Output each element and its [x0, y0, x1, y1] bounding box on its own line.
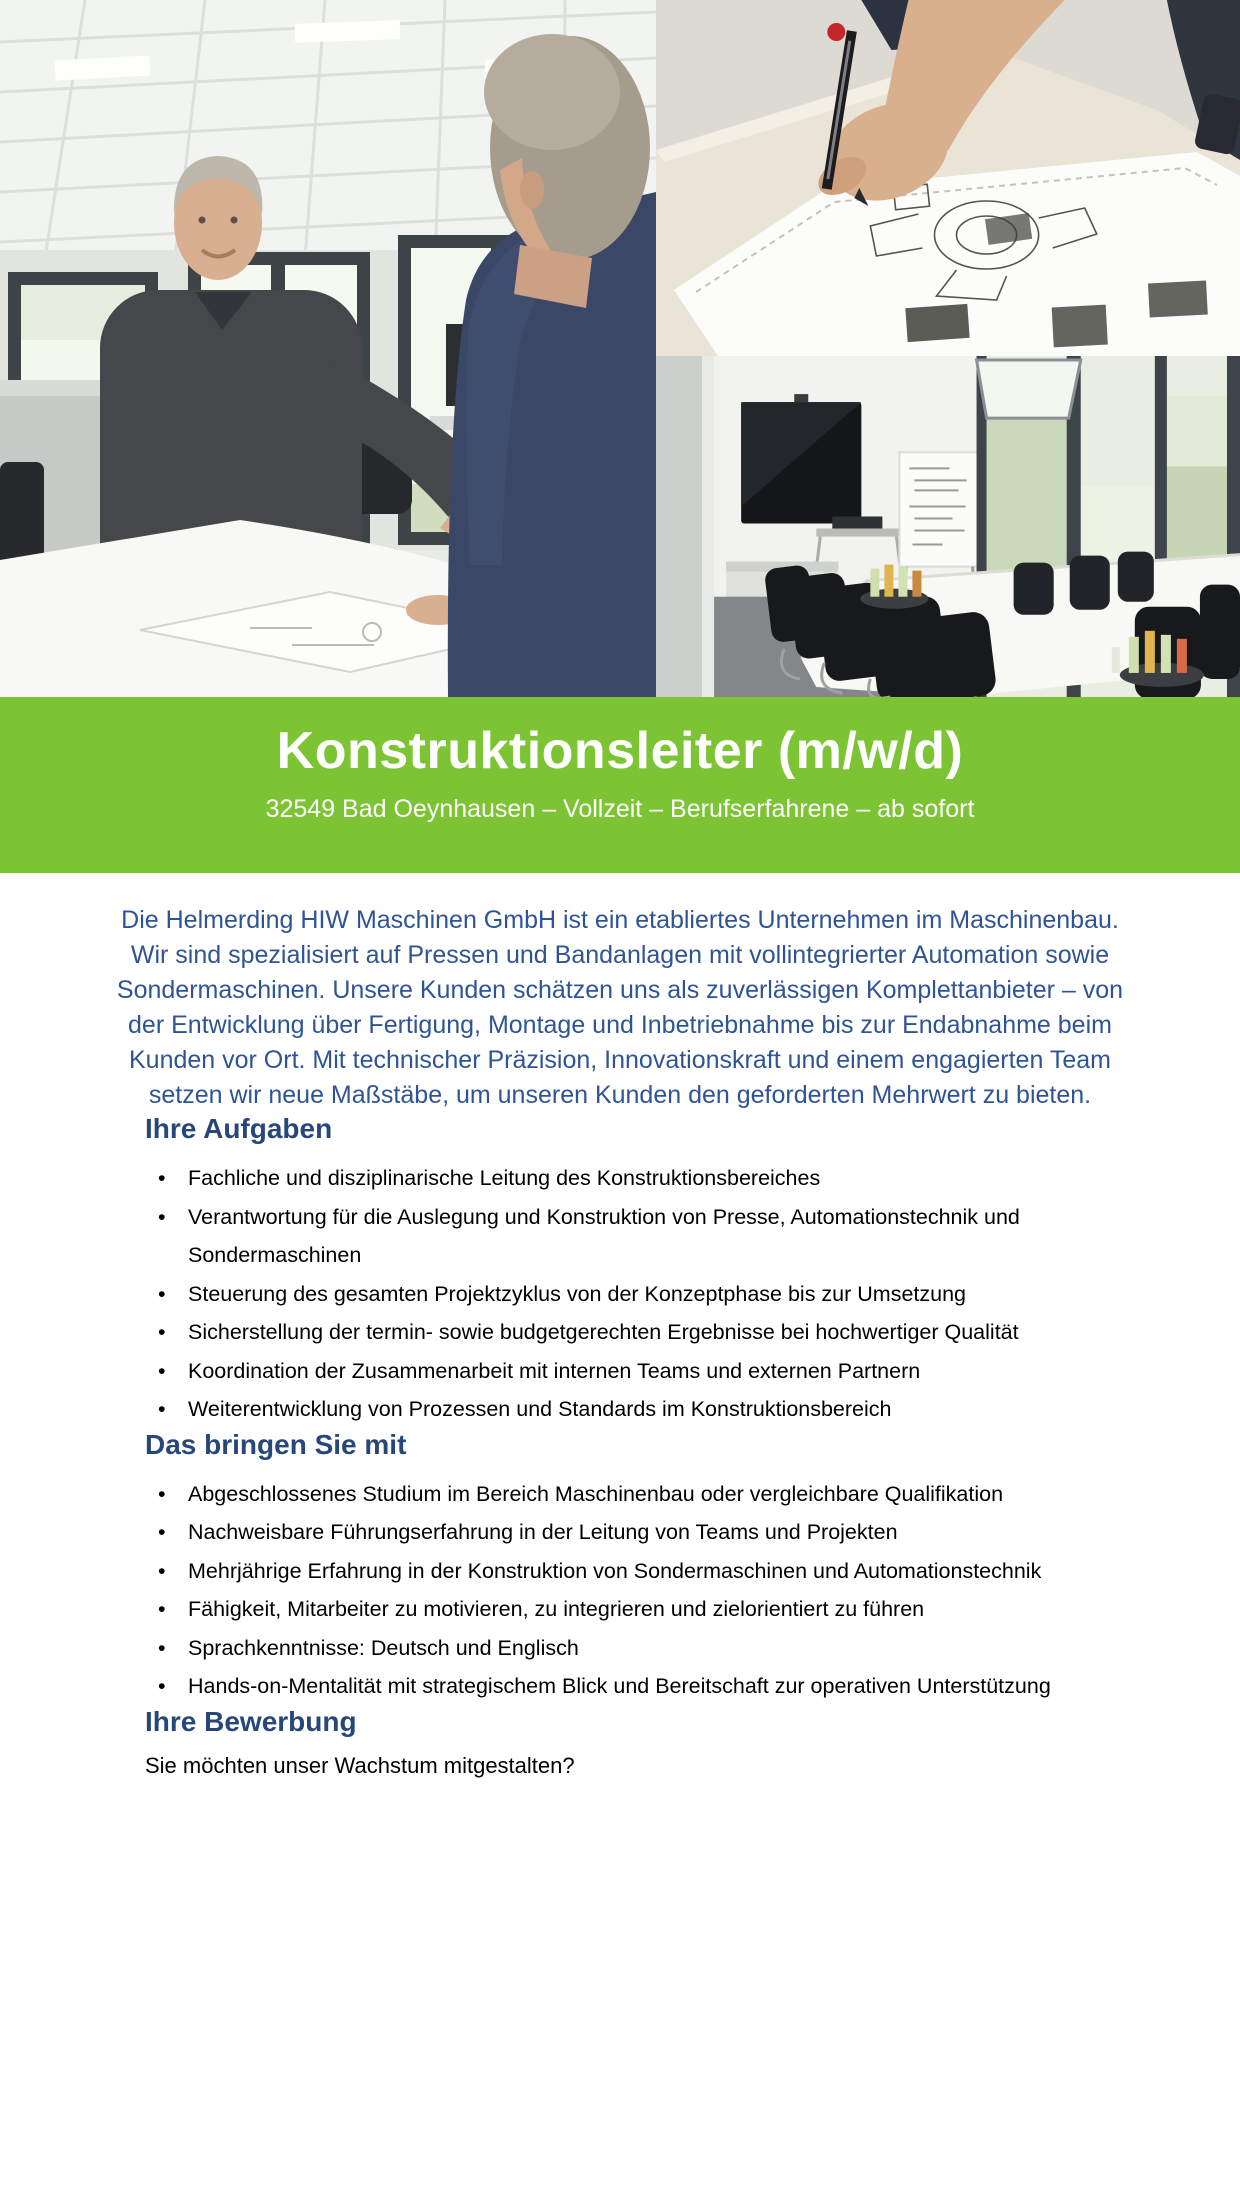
job-ad-content: [115, 903, 1125, 1781]
office-discussion-photo: [0, 0, 656, 697]
section-heading-profile: Das bringen Sie mit: [145, 1428, 407, 1460]
bullet-item: • Sicherstellung der termin- sowie budgetgerechten Ergebnisse bei hochwertiger Qualität: [188, 1313, 1125, 1352]
bullet-item: • Steuerung des gesamten Projektzyklus von der Konzeptphase bis zur Umsetzung: [188, 1275, 1125, 1314]
bullet-item: • Verantwortung für die Auslegung und Konstruktion von Presse, Automationstechnik und Sondermaschinen: [188, 1198, 1125, 1275]
bullet-item: • Hands-on-Mentalität mit strategischem Blick und Bereitschaft zur operativen Unterstützung: [188, 1667, 1125, 1706]
job-title-banner: [0, 697, 1240, 873]
tasks-list: [145, 1159, 1125, 1429]
section-heading-application: Ihre Bewerbung: [145, 1705, 357, 1737]
tv-screen: [741, 394, 861, 523]
bullet-item: • Sprachkenntnisse: Deutsch und Englisch: [188, 1629, 1125, 1668]
door-frame: [656, 356, 702, 697]
bullet-item: • Abgeschlossenes Studium im Bereich Maschinenbau oder vergleichbare Qualifikation: [188, 1475, 1125, 1514]
application-question: Sie möchten unser Wachstum mitgestalten?: [145, 1752, 575, 1778]
profile-list: [145, 1475, 1125, 1706]
section-heading-tasks: Ihre Aufgaben: [145, 1113, 333, 1144]
bullet-item: • Fachliche und disziplinarische Leitung des Konstruktionsbereiches: [188, 1159, 1125, 1198]
bullet-item: • Fähigkeit, Mitarbeiter zu motivieren, zu integrieren und zielorientiert zu führen: [188, 1590, 1125, 1629]
photo-collage: [0, 0, 1240, 697]
bullet-item: • Nachweisbare Führungserfahrung in der Leitung von Teams und Projekten: [188, 1513, 1125, 1552]
company-intro: Die Helmerding HIW Maschinen GmbH ist ein etabliertes Unternehmen im Maschinenbau. Wir sind spezialisiert auf Pressen und Bandanlagen mit vollintegrierter Automation sowie Sondermaschinen. Unsere Kunden schätzen uns als zuverlässigen Komplettanbieter – von der Entwicklung über Fertigung, Montage und Inbetriebnahme bis zur Endabnahme beim Kunden vor Ort. Mit technischer Präzision, Innovationskraft und einem engagierten Team setzen wir neue Maßstäbe, um unseren Kunden den geforderten Mehrwert zu bieten.: [116, 906, 1124, 1109]
meeting-room-photo: [656, 356, 1240, 697]
bullet-item: • Weiterentwicklung von Prozessen und Standards im Konstruktionsbereich: [188, 1390, 1125, 1429]
technical-drawing-photo: [656, 0, 1240, 356]
job-title: Konstruktionsleiter (m/w/d): [276, 722, 964, 780]
job-meta-line: 32549 Bad Oeynhausen – Vollzeit – Berufserfahrene – ab sofort: [265, 795, 975, 824]
bullet-item: • Koordination der Zusammenarbeit mit internen Teams und externen Partnern: [188, 1352, 1125, 1391]
bullet-item: • Mehrjährige Erfahrung in der Konstruktion von Sondermaschinen und Automationstechnik: [188, 1552, 1125, 1591]
